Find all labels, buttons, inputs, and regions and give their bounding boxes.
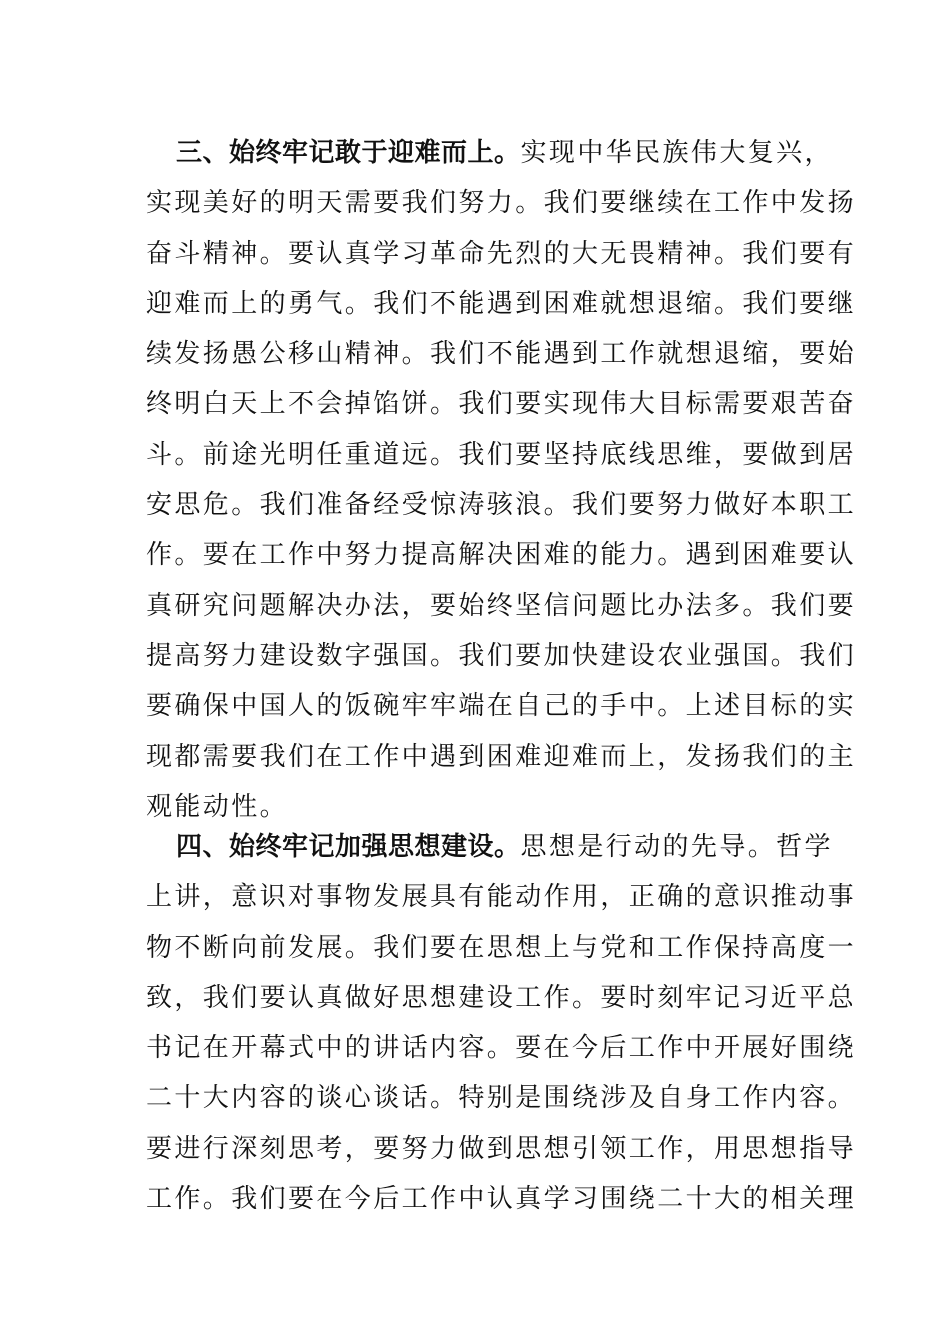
section-three-paragraph	[146, 128, 857, 832]
paragraph-line: 观能动性。	[146, 791, 289, 822]
paragraph-line: 工作。我们要在今后工作中认真学习围绕二十大的相关理	[146, 1184, 857, 1215]
section-four-heading: 四、始终牢记加强思想建设。	[176, 832, 521, 862]
paragraph-line: 迎难而上的勇气。我们不能遇到困难就想退缩。我们要继	[146, 288, 857, 319]
paragraph-line: 斗。前途光明任重道远。我们要坚持底线思维，要做到居	[146, 439, 857, 470]
paragraph-line: 物不断向前发展。我们要在思想上与党和工作保持高度一	[146, 932, 857, 963]
paragraph-line: 要确保中国人的饭碗牢牢端在自己的手中。上述目标的实	[146, 691, 857, 722]
section-four-paragraph	[146, 822, 857, 1224]
paragraph-first-line	[146, 128, 833, 178]
paragraph-line: 真研究问题解决办法，要始终坚信问题比办法多。我们要	[146, 590, 857, 621]
paragraph-line: 二十大内容的谈心谈话。特别是围绕涉及自身工作内容。	[146, 1083, 857, 1114]
section-three-heading: 三、始终牢记敢于迎难而上。	[176, 138, 521, 168]
paragraph-line: 现都需要我们在工作中遇到困难迎难而上，发扬我们的主	[146, 741, 857, 772]
paragraph-line: 终明白天上不会掉馅饼。我们要实现伟大目标需要艰苦奋	[146, 389, 857, 420]
paragraph-line: 致，我们要认真做好思想建设工作。要时刻牢记习近平总	[146, 982, 857, 1013]
paragraph-text: 实现中华民族伟大复兴，	[520, 138, 833, 168]
paragraph-line: 奋斗精神。要认真学习革命先烈的大无畏精神。我们要有	[146, 238, 857, 269]
paragraph-line: 续发扬愚公移山精神。我们不能遇到工作就想退缩，要始	[146, 339, 857, 370]
paragraph-line: 作。要在工作中努力提高解决困难的能力。遇到困难要认	[146, 540, 857, 571]
paragraph-line: 提高努力建设数字强国。我们要加快建设农业强国。我们	[146, 640, 857, 671]
paragraph-line: 上讲，意识对事物发展具有能动作用，正确的意识推动事	[146, 882, 857, 913]
paragraph-line: 要进行深刻思考，要努力做到思想引领工作，用思想指导	[146, 1133, 857, 1164]
paragraph-line: 书记在开幕式中的讲话内容。要在今后工作中开展好围绕	[146, 1033, 857, 1064]
paragraph-first-line	[146, 822, 833, 872]
paragraph-line: 安思危。我们准备经受惊涛骇浪。我们要努力做好本职工	[146, 490, 857, 521]
paragraph-line: 实现美好的明天需要我们努力。我们要继续在工作中发扬	[146, 188, 857, 219]
paragraph-text: 思想是行动的先导。哲学	[520, 832, 833, 862]
